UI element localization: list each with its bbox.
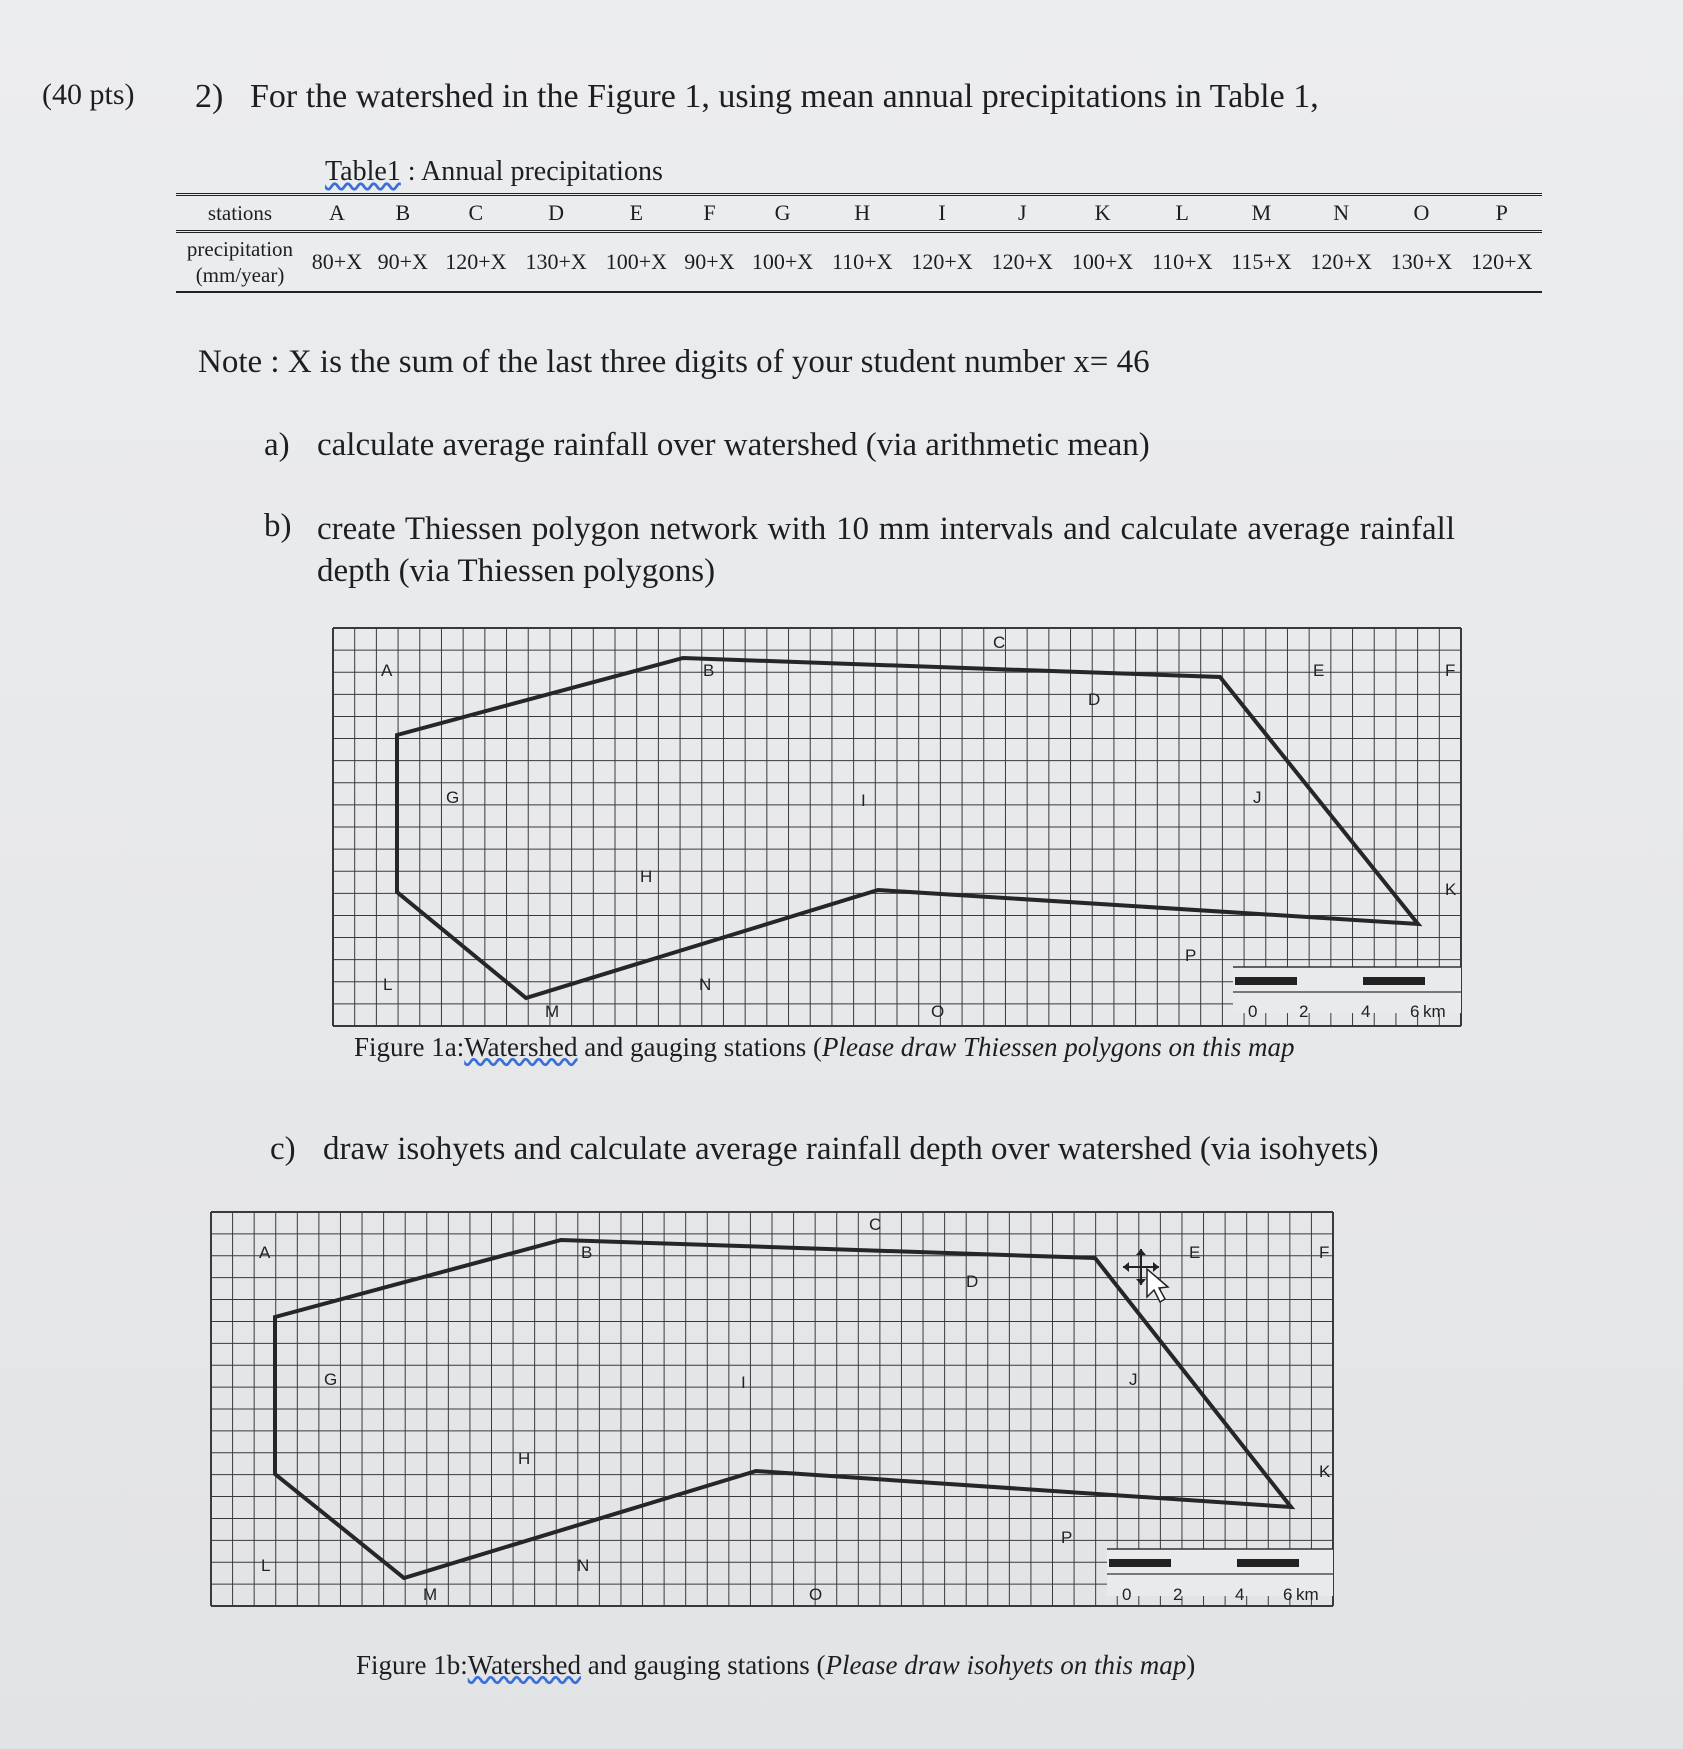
station-h: H <box>518 1449 531 1468</box>
scale-tick-6: 6 <box>1283 1585 1293 1604</box>
station-f: F <box>1319 1243 1330 1262</box>
question-c-text: draw isohyets and calculate average rainfall depth over watershed (via isohyets) <box>323 1131 1379 1167</box>
station-a: A <box>259 1243 271 1262</box>
station-o: O <box>809 1585 823 1604</box>
station-d: D <box>966 1272 979 1291</box>
station-d: D <box>1088 690 1101 709</box>
caption-word: Watershed <box>464 1032 578 1062</box>
station-header: J <box>982 195 1062 232</box>
station-n: N <box>577 1556 590 1575</box>
station-header: O <box>1381 195 1461 232</box>
station-n: N <box>699 975 712 994</box>
station-l: L <box>261 1556 271 1575</box>
watershed-map-1a <box>333 628 1461 1028</box>
precipitation-header-line1: precipitation <box>186 237 294 261</box>
precipitation-cell: 120+X <box>1310 249 1372 274</box>
station-header: F <box>677 195 743 232</box>
station-g: G <box>446 788 460 807</box>
caption-prefix: Figure 1a: <box>354 1032 465 1062</box>
precipitation-cell: 100+X <box>605 249 668 274</box>
points-label: (40 pts) <box>42 78 135 111</box>
station-j: J <box>1129 1370 1138 1389</box>
precipitation-cell: 110+X <box>1152 249 1213 274</box>
precipitation-row <box>176 232 1542 293</box>
station-header: D <box>516 195 596 232</box>
station-o: O <box>931 1002 945 1021</box>
precipitation-cell: 90+X <box>684 249 735 274</box>
caption-end: ) <box>1186 1650 1196 1680</box>
station-h: H <box>640 867 653 886</box>
station-header: B <box>370 195 436 232</box>
precipitation-cell: 120+X <box>991 249 1053 274</box>
scale-bar-segment <box>1235 977 1297 985</box>
figure-1b-caption <box>356 1650 1195 1681</box>
station-f: F <box>1445 661 1456 680</box>
precipitation-cell: 120+X <box>1471 249 1533 274</box>
station-m: M <box>545 1002 560 1021</box>
scale-bar <box>1107 1549 1333 1604</box>
station-header: M <box>1222 195 1301 232</box>
precipitation-cell: 100+X <box>1071 249 1134 274</box>
station-header: L <box>1143 195 1222 232</box>
station-b: B <box>581 1243 593 1262</box>
precipitation-header <box>176 232 304 293</box>
figure-1a-caption <box>354 1032 1294 1063</box>
station-header: I <box>902 195 982 232</box>
precipitation-cell: 110+X <box>832 249 893 274</box>
caption-prefix: Figure 1b: <box>356 1650 468 1680</box>
station-p: P <box>1185 946 1197 965</box>
scale-tick-0: 0 <box>1248 1002 1258 1021</box>
question-c-label: c) <box>270 1131 296 1167</box>
watershed-map-1b <box>211 1212 1333 1608</box>
table-caption-prefix: Table1 <box>325 156 401 187</box>
caption-mid: and gauging stations ( <box>577 1032 822 1062</box>
question-text: For the watershed in the Figure 1, using mean annual precipitations in Table 1, <box>250 78 1319 115</box>
station-header: A <box>304 195 370 232</box>
move-cursor-icon <box>1123 1249 1168 1302</box>
question-b-text: create Thiessen polygon network with 10 mm intervals and calculate average rainfall depth (via Thiessen polygons) <box>317 511 1455 589</box>
station-i: I <box>861 791 866 810</box>
scale-tick-0: 0 <box>1122 1585 1132 1604</box>
precipitation-cell: 120+X <box>911 249 973 274</box>
question-a-text: calculate average rainfall over watershed (via arithmetic mean) <box>317 427 1150 463</box>
note-text: Note : X is the sum of the last three digits of your student number x= 46 <box>198 344 1150 380</box>
scale-tick-2: 2 <box>1173 1585 1183 1604</box>
station-header: C <box>436 195 516 232</box>
station-header: E <box>596 195 676 232</box>
precipitation-cell: 115+X <box>1231 249 1292 274</box>
station-e: E <box>1313 661 1325 680</box>
question-b-label: b) <box>264 508 292 544</box>
station-a: A <box>381 661 393 680</box>
station-header: G <box>742 195 822 232</box>
scale-bar-segment <box>1237 1559 1299 1567</box>
station-j: J <box>1253 788 1262 807</box>
table-caption-rest: : Annual precipitations <box>400 156 663 187</box>
scale-unit: km <box>1423 1002 1446 1021</box>
scale-bar <box>1233 967 1461 1021</box>
station-header: N <box>1301 195 1381 232</box>
station-g: G <box>324 1370 338 1389</box>
scale-tick-4: 4 <box>1235 1585 1245 1604</box>
scale-bar-segment <box>1109 1559 1171 1567</box>
station-p: P <box>1061 1528 1073 1547</box>
precipitation-cell: 130+X <box>1390 249 1453 274</box>
table-caption <box>325 156 663 188</box>
precipitation-cell: 90+X <box>377 249 428 274</box>
question-number: 2) <box>195 78 224 115</box>
station-header: P <box>1462 195 1542 232</box>
question-a-label: a) <box>264 427 290 463</box>
station-m: M <box>423 1585 438 1604</box>
precipitation-cell: 120+X <box>445 249 507 274</box>
station-header: H <box>823 195 902 232</box>
caption-word: Watershed <box>467 1650 582 1680</box>
scale-tick-2: 2 <box>1299 1002 1309 1021</box>
station-c: C <box>869 1215 882 1234</box>
stations-header: stations <box>176 195 304 232</box>
station-l: L <box>383 975 393 994</box>
station-b: B <box>703 661 715 680</box>
station-e: E <box>1189 1243 1201 1262</box>
scale-tick-6: 6 <box>1410 1002 1420 1021</box>
station-c: C <box>993 633 1006 652</box>
caption-italic: Please draw Thiessen polygons on this map <box>821 1032 1295 1062</box>
stations-row <box>176 195 1542 232</box>
scale-tick-4: 4 <box>1361 1002 1371 1021</box>
caption-mid: and gauging stations ( <box>581 1650 826 1680</box>
precipitation-cell: 80+X <box>311 249 363 274</box>
precipitation-header-line2: (mm/year) <box>195 263 285 287</box>
station-header: K <box>1062 195 1142 232</box>
precipitation-table <box>176 193 1542 293</box>
station-k: K <box>1445 880 1457 899</box>
precipitation-cell: 100+X <box>751 249 814 274</box>
station-i: I <box>741 1373 746 1392</box>
precipitation-cell: 130+X <box>525 249 587 274</box>
map-grid <box>211 1212 1333 1606</box>
scale-unit: km <box>1296 1585 1319 1604</box>
caption-italic: Please draw isohyets on this map <box>825 1650 1187 1680</box>
station-k: K <box>1319 1462 1331 1481</box>
scale-bar-segment <box>1363 977 1425 985</box>
